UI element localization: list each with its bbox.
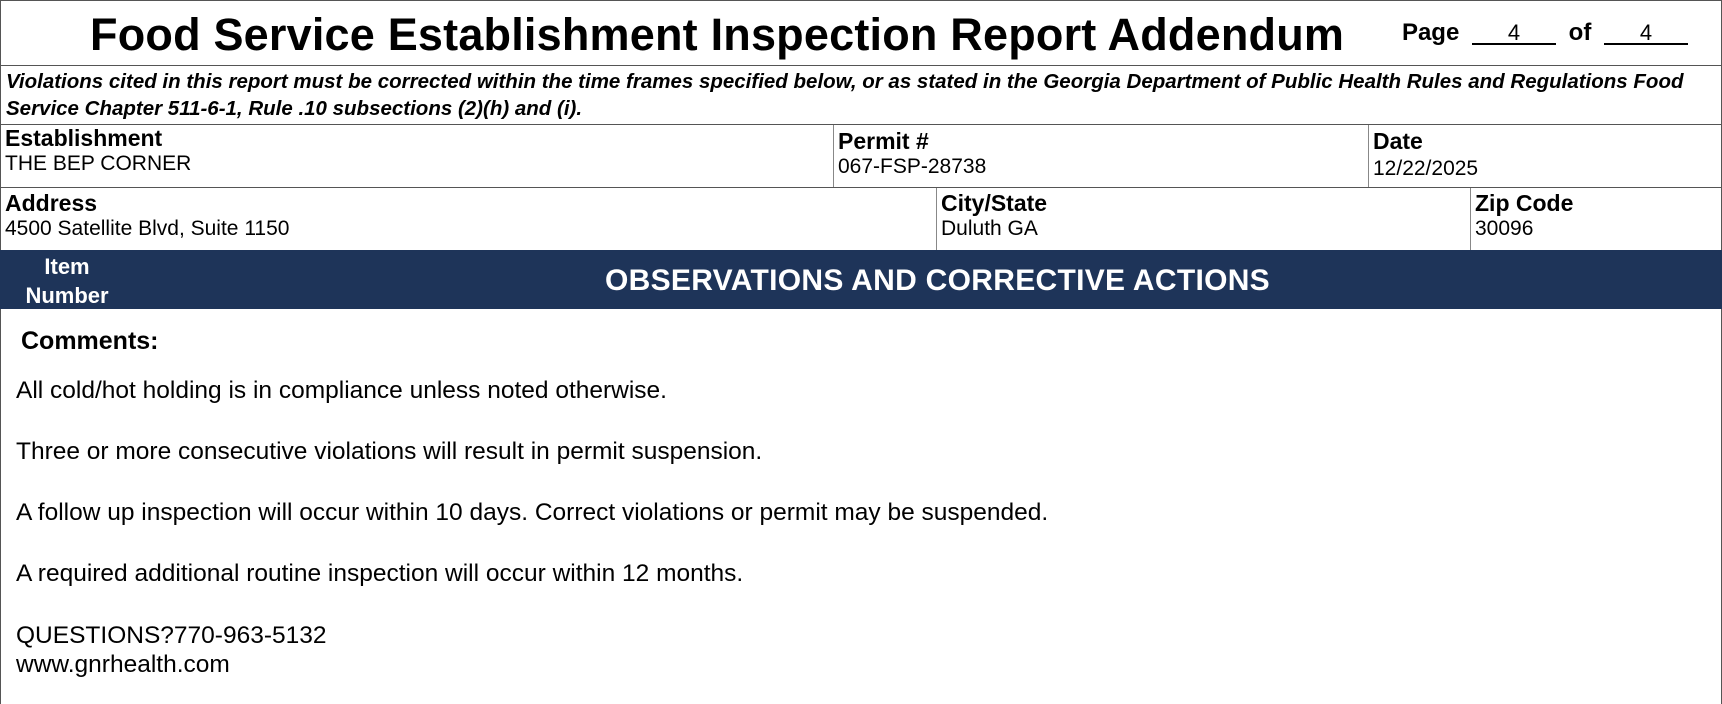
permit-value: 067-FSP-28738 <box>838 155 987 178</box>
city-state-label: City/State <box>941 190 1048 216</box>
item-number-heading <box>19 252 115 310</box>
city-state-cell <box>936 188 1471 250</box>
address-label: Address <box>5 190 98 216</box>
comments-label: Comments: <box>21 327 159 355</box>
info-row-2 <box>0 188 1722 251</box>
permit-cell <box>833 125 1368 187</box>
establishment-cell <box>1 125 832 187</box>
bar-title-wrap <box>0 250 1722 309</box>
item-number-line2: Number <box>25 283 109 308</box>
zip-label: Zip Code <box>1475 190 1574 216</box>
page-total: 4 <box>1604 23 1688 45</box>
violations-notice: Violations cited in this report must be corrected within the time frames specified below, or as stated in the Georgia Department of Public Health Rules and Regulations Food Service Chapter 511-6-1, Rule .10 subsections (2)(h) and (i). <box>0 65 1722 125</box>
address-value: 4500 Satellite Blvd, Suite 1150 <box>5 217 290 240</box>
city-state-value: Duluth GA <box>941 217 1038 240</box>
comment-line: All cold/hot holding is in compliance unless noted otherwise. <box>16 377 667 404</box>
page-indicator <box>1402 19 1694 47</box>
page-number: 4 <box>1472 23 1556 45</box>
comments-section <box>0 309 1722 704</box>
comment-line: Three or more consecutive violations will result in permit suspension. <box>16 438 763 465</box>
address-cell <box>1 188 935 250</box>
report-title: Food Service Establishment Inspection Report Addendum <box>90 9 1345 60</box>
comment-line: A follow up inspection will occur within 10 days. Correct violations or permit may be suspended. <box>16 499 1049 526</box>
date-value: 12/22/2025 <box>1373 157 1479 180</box>
permit-label: Permit # <box>838 128 929 154</box>
observations-header-bar <box>0 250 1722 309</box>
observations-title: OBSERVATIONS AND CORRECTIVE ACTIONS <box>605 264 1270 297</box>
item-number-line1: Item <box>44 254 90 279</box>
zip-cell <box>1470 188 1722 250</box>
info-row-1 <box>0 125 1722 188</box>
establishment-label: Establishment <box>5 125 163 151</box>
page-label: Page <box>1401 19 1460 46</box>
date-label: Date <box>1373 128 1423 154</box>
questions-phone: QUESTIONS?770-963-5132 <box>16 622 327 649</box>
comment-line: A required additional routine inspection will occur within 12 months. <box>16 560 744 587</box>
website-url: www.gnrhealth.com <box>16 651 230 678</box>
zip-value: 30096 <box>1475 217 1534 240</box>
of-label: of <box>1568 19 1592 46</box>
title-row <box>0 0 1722 66</box>
date-cell <box>1368 125 1722 187</box>
establishment-value: THE BEP CORNER <box>5 152 192 175</box>
